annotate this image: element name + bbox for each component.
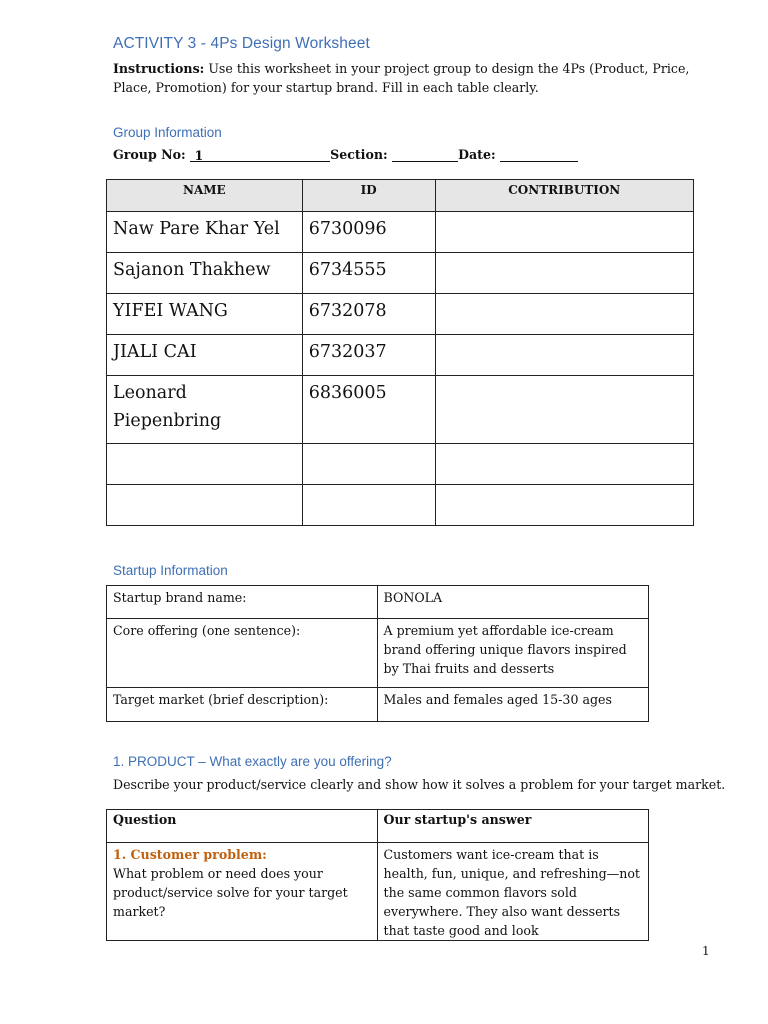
member-id[interactable]: 6836005: [302, 376, 435, 444]
member-contribution[interactable]: [435, 485, 693, 526]
table-row: [107, 376, 694, 444]
member-name[interactable]: JIALI CAI: [107, 335, 303, 376]
member-contribution[interactable]: [435, 376, 693, 444]
startup-info-table: [106, 585, 649, 722]
col-id: ID: [302, 180, 435, 212]
member-contribution[interactable]: [435, 444, 693, 485]
startup-label: Startup brand name:: [107, 586, 378, 619]
member-id[interactable]: [302, 444, 435, 485]
product-header-row: [107, 810, 649, 843]
table-row: [107, 586, 649, 619]
table-row: [107, 619, 649, 688]
startup-info-heading: Startup Information: [113, 563, 228, 578]
page-number: 1: [702, 944, 710, 958]
table-row: [107, 335, 694, 376]
col-name: NAME: [107, 180, 303, 212]
group-info-heading: Group Information: [113, 125, 222, 140]
section-field[interactable]: [392, 148, 458, 162]
member-name[interactable]: [107, 444, 303, 485]
members-header-row: [107, 180, 694, 212]
startup-value[interactable]: Males and females aged 15-30 ages: [377, 688, 648, 722]
member-name[interactable]: Naw Pare Khar Yel: [107, 212, 303, 253]
member-contribution[interactable]: [435, 294, 693, 335]
question-cell: [107, 843, 378, 941]
col-contribution: CONTRIBUTION: [435, 180, 693, 212]
table-row: [107, 212, 694, 253]
member-name[interactable]: Leonard Piepenbring: [107, 376, 303, 444]
product-heading: 1. PRODUCT – What exactly are you offering?: [113, 754, 392, 769]
member-contribution[interactable]: [435, 253, 693, 294]
member-id[interactable]: 6734555: [302, 253, 435, 294]
members-table: [106, 179, 694, 526]
date-label: Date:: [458, 147, 496, 162]
table-row: [107, 688, 649, 722]
instructions-text: Use this worksheet in your project group to design the 4Ps (Product, Price, Place, Promotion) for your startup brand. Fill in each table clearly.: [113, 61, 690, 95]
table-row: [107, 253, 694, 294]
member-name[interactable]: [107, 485, 303, 526]
section-label: Section:: [330, 147, 388, 162]
col-answer: Our startup's answer: [377, 810, 648, 843]
col-question: Question: [107, 810, 378, 843]
instructions-label: Instructions:: [113, 61, 205, 76]
table-row: [107, 843, 649, 941]
group-info-line: [113, 147, 578, 162]
product-description: Describe your product/service clearly and show how it solves a problem for your target market.: [113, 777, 726, 792]
table-row: [107, 444, 694, 485]
group-no-value: 1: [194, 148, 204, 163]
startup-value[interactable]: BONOLA: [377, 586, 648, 619]
table-row: [107, 294, 694, 335]
startup-label: Target market (brief description):: [107, 688, 378, 722]
group-no-field[interactable]: [190, 148, 330, 162]
table-row: [107, 485, 694, 526]
member-id[interactable]: [302, 485, 435, 526]
member-id[interactable]: 6732037: [302, 335, 435, 376]
member-name[interactable]: YIFEI WANG: [107, 294, 303, 335]
startup-label: Core offering (one sentence):: [107, 619, 378, 688]
member-contribution[interactable]: [435, 335, 693, 376]
date-field[interactable]: [500, 148, 578, 162]
answer-cell[interactable]: Customers want ice-cream that is health, fun, unique, and refreshing—not the same common flavors sold everywhere. They also want desserts that taste good and look: [377, 843, 648, 941]
page-title: ACTIVITY 3 - 4Ps Design Worksheet: [113, 35, 370, 52]
startup-value[interactable]: A premium yet affordable ice-cream brand offering unique flavors inspired by Thai fruits and desserts: [377, 619, 648, 688]
member-id[interactable]: 6732078: [302, 294, 435, 335]
question-title: 1. Customer problem:: [113, 847, 267, 862]
instructions: [113, 59, 713, 97]
group-no-label: Group No:: [113, 147, 186, 162]
member-contribution[interactable]: [435, 212, 693, 253]
member-id[interactable]: 6730096: [302, 212, 435, 253]
product-table: [106, 809, 649, 941]
question-text: What problem or need does your product/service solve for your target market?: [113, 866, 348, 919]
member-name[interactable]: Sajanon Thakhew: [107, 253, 303, 294]
